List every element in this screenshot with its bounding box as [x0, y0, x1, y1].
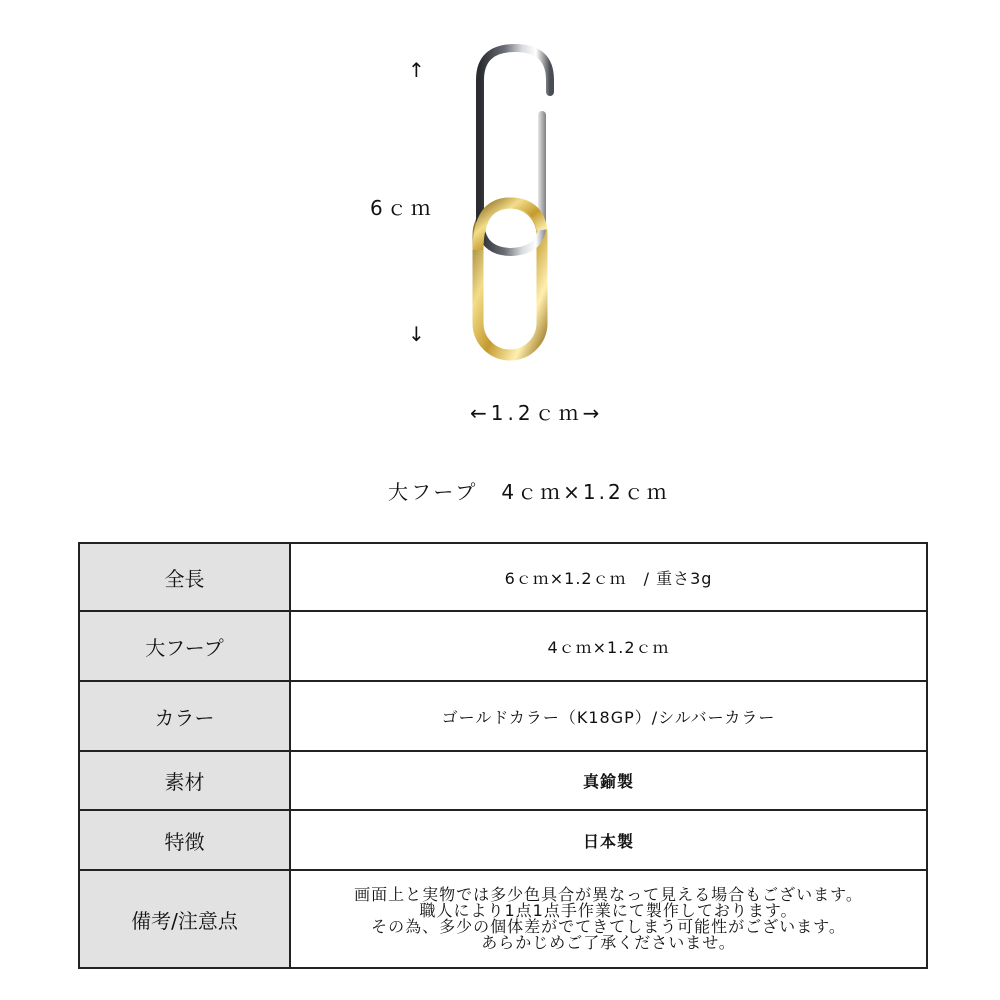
arrow-up-icon: ↑	[408, 58, 425, 82]
notes-line: あらかじめご了承くださいませ。	[481, 933, 736, 952]
table-row	[79, 681, 927, 751]
value-feature: 日本製	[290, 810, 927, 870]
notes-line: その為、多少の個体差がでてきてしまう可能性がございます。	[371, 917, 846, 936]
arrow-down-icon: ↓	[408, 322, 425, 346]
value-material: 真鍮製	[290, 751, 927, 810]
value-notes	[290, 870, 927, 968]
gold-hoop	[478, 203, 542, 355]
notes-line: 画面上と実物では多少色具合が異なって見える場合もございます。	[354, 885, 863, 904]
label-length: 全長	[79, 543, 290, 611]
spec-table	[78, 542, 928, 969]
width-label: ←1.2ｃｍ→	[470, 401, 604, 425]
earring-image	[460, 40, 570, 370]
label-notes: 備考/注意点	[79, 870, 290, 968]
label-material: 素材	[79, 751, 290, 810]
label-color: カラー	[79, 681, 290, 751]
height-label: 6ｃｍ	[370, 196, 435, 220]
table-row	[79, 870, 927, 968]
table-row	[79, 611, 927, 681]
table-row	[79, 810, 927, 870]
label-hoop: 大フープ	[79, 611, 290, 681]
value-color: ゴールドカラー（K18GP）/シルバーカラー	[290, 681, 927, 751]
value-length: 6ｃｍ×1.2ｃｍ / 重さ3g	[290, 543, 927, 611]
table-row	[79, 751, 927, 810]
notes-line: 職人により1点1点手作業にて製作しております。	[419, 901, 798, 920]
subtitle: 大フープ 4ｃｍ×1.2ｃｍ	[388, 480, 670, 504]
table-row	[79, 543, 927, 611]
label-feature: 特徴	[79, 810, 290, 870]
value-hoop: 4ｃｍ×1.2ｃｍ	[290, 611, 927, 681]
